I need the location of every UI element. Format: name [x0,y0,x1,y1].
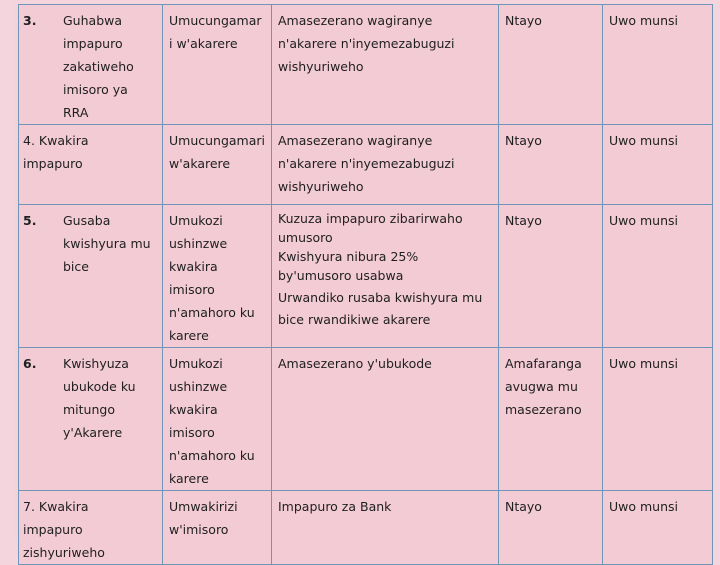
duration-cell [603,5,713,125]
requirement-line: wishyuriweho [278,59,364,74]
responsible-line: w'imisoro [169,522,229,537]
responsible-line: n'amahoro ku [169,448,255,463]
responsible-cell [163,5,272,125]
requirement-line: by'umusoro usabwa [278,268,404,283]
service-line: zishyuriweho [23,545,105,560]
responsible-line: kwakira imisoro [169,259,218,297]
responsible-line: karere [169,328,209,343]
requirement-line: Kwishyura nibura 25% [278,249,419,264]
row-number: 6. [23,356,37,371]
responsible-line: Umucungamari [169,133,266,148]
responsible-line: Umwakirizi [169,499,238,514]
duration-cell [603,491,713,565]
table-row [19,5,713,125]
duration-cell [603,125,713,205]
service-line: bice [63,259,89,274]
requirement-line: n'akarere n'inyemezabuguzi [278,156,455,171]
row-number: 3. [23,13,37,28]
responsible-line: w'akarere [169,156,231,171]
responsible-line: Umucungamar [169,13,262,28]
service-cell [19,5,163,125]
service-line: impapuro [23,156,83,171]
service-line: Kwishyuza [63,356,129,371]
cost-text: Ntayo [505,213,542,228]
responsible-cell [163,205,272,348]
service-line: mitungo [63,402,115,417]
requirement-line: Amasezerano y'ubukode [278,356,432,371]
duration-text: Uwo munsi [609,356,679,371]
requirements-cell [272,125,499,205]
service-line: imisoro ya [63,82,128,97]
cost-text: Ntayo [505,499,542,514]
table-row [19,348,713,491]
requirement-line: n'akarere n'inyemezabuguzi [278,36,455,51]
requirement-line: umusoro [278,230,333,245]
cost-line: masezerano [505,402,582,417]
service-line: zakatiweho [63,59,134,74]
responsible-line: kwakira imisoro [169,402,218,440]
duration-cell [603,205,713,348]
responsible-line: Umukozi [169,356,223,371]
requirements-cell [272,348,499,491]
requirement-line: bice rwandikiwe akarere [278,312,431,327]
service-cell [19,125,163,205]
cost-line: avugwa mu [505,379,578,394]
responsible-cell [163,491,272,565]
duration-cell [603,348,713,491]
responsible-line: i w'akarere [169,36,238,51]
service-line: Guhabwa [63,13,123,28]
requirements-cell [272,205,499,348]
table-row [19,491,713,565]
service-cell [19,348,163,491]
cost-cell [499,5,603,125]
duration-text: Uwo munsi [609,499,679,514]
service-cell [19,491,163,565]
service-line: 4. Kwakira [23,133,89,148]
table-row [19,125,713,205]
service-line: kwishyura mu [63,236,151,251]
requirement-line: Impapuro za Bank [278,499,392,514]
cost-cell [499,491,603,565]
responsible-cell [163,348,272,491]
requirements-cell [272,5,499,125]
row-number: 5. [23,213,37,228]
responsible-line: Umukozi [169,213,223,228]
cost-text: Ntayo [505,13,542,28]
cost-line: Amafaranga [505,356,582,371]
service-cell [19,205,163,348]
service-line: y'Akarere [63,425,123,440]
duration-text: Uwo munsi [609,13,679,28]
responsible-line: karere [169,471,209,486]
requirements-cell [272,491,499,565]
responsible-cell [163,125,272,205]
requirement-line: wishyuriweho [278,179,364,194]
service-line: RRA [63,105,89,120]
cost-cell [499,205,603,348]
responsible-line: n'amahoro ku [169,305,255,320]
duration-text: Uwo munsi [609,133,679,148]
cost-cell [499,348,603,491]
responsible-line: ushinzwe [169,236,228,251]
service-line: impapuro [63,36,123,51]
requirement-line: Amasezerano wagiranye [278,13,433,28]
service-line: ubukode ku [63,379,136,394]
table-row [19,205,713,348]
responsible-line: ushinzwe [169,379,228,394]
requirement-line: Amasezerano wagiranye [278,133,433,148]
requirement-line: Kuzuza impapuro zibarirwaho [278,211,463,226]
cost-text: Ntayo [505,133,542,148]
procedures-table [18,4,713,565]
service-line: 7. Kwakira [23,499,89,514]
service-line: impapuro [23,522,83,537]
requirement-line: Urwandiko rusaba kwishyura mu [278,290,483,305]
duration-text: Uwo munsi [609,213,679,228]
service-line: Gusaba [63,213,111,228]
cost-cell [499,125,603,205]
